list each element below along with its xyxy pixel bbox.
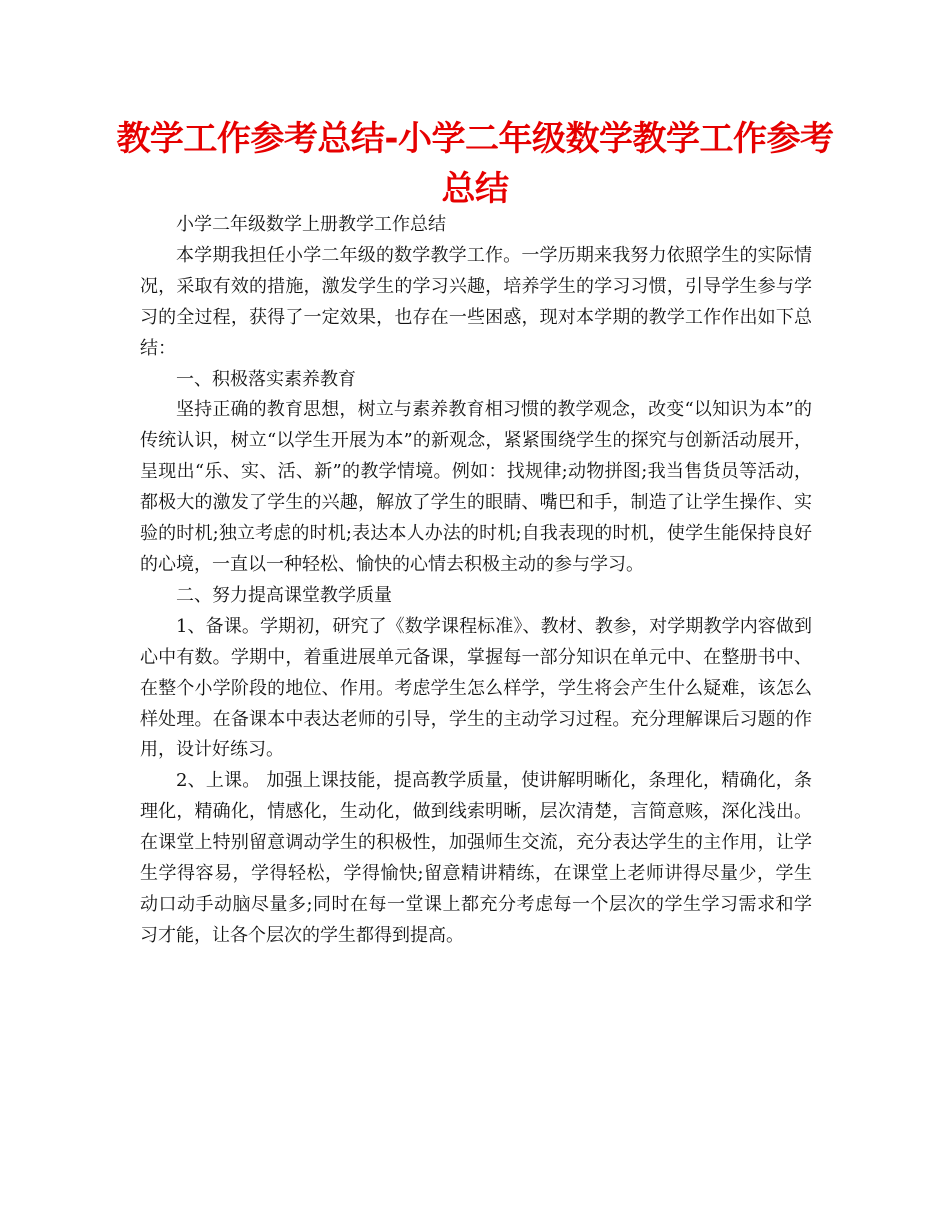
document-title: 教学工作参考总结-小学二年级数学教学工作参考总结 (116, 119, 834, 209)
section-heading-2: 二、努力提高课堂教学质量 (176, 584, 392, 606)
class-teaching-paragraph: 2、上课。 加强上课技能，提高教学质量，使讲解明晰化，条理化，精确化，条理化，精确化，情感化，生动化，做到线索明晰，层次清楚，言简意赅，深化浅出。在课堂上特别留意调动学生的积极性，加强师生交流，充分表达学生的主作用，让学生学得容易，学得轻松，学得愉快;留意精讲精练，在课堂上老师讲得尽量少，学生动口动手动脑尽量多;同时在每一堂课上都充分考虑每一个层次的学生学习需求和学习才能，让各个层次的学生都得到提高。 (140, 770, 812, 946)
lesson-prep-paragraph: 1、备课。学期初，研究了《数学课程标准》、教材、教参，对学期教学内容做到心中有数。学期中，着重进展单元备课，掌握每一部分知识在单元中、在整册书中、在整个小学阶段的地位、作用。考虑学生怎么样学，学生将会产生什么疑难，该怎么样处理。在备课本中表达老师的引导，学生的主动学习过程。充分理解课后习题的作用，设计好练习。 (140, 615, 812, 761)
section-heading-1: 一、积极落实素养教育 (176, 368, 356, 390)
subtitle-paragraph: 小学二年级数学上册教学工作总结 (176, 214, 446, 235)
document-body (140, 210, 812, 952)
section-1-paragraph: 坚持正确的教育思想，树立与素养教育相习惯的教学观念，改变“以知识为本”的传统认识，树立“以学生开展为本”的新观念，紧紧围绕学生的探究与创新活动展开，呈现出“乐、实、活、新”的教学情境。例如：找规律;动物拼图;我当售货员等活动，都极大的激发了学生的兴趣，解放了学生的眼睛、嘴巴和手，制造了让学生操作、实验的时机;独立考虑的时机;表达本人办法的时机;自我表现的时机，使学生能保持良好的心境，一直以一种轻松、愉快的心情去积极主动的参与学习。 (140, 399, 812, 575)
intro-paragraph: 本学期我担任小学二年级的数学教学工作。一学历期来我努力依照学生的实际情况，采取有效的措施，激发学生的学习兴趣，培养学生的学习习惯，引导学生参与学习的全过程，获得了一定效果，也存在一些困惑，现对本学期的教学工作作出如下总结： (140, 244, 812, 359)
